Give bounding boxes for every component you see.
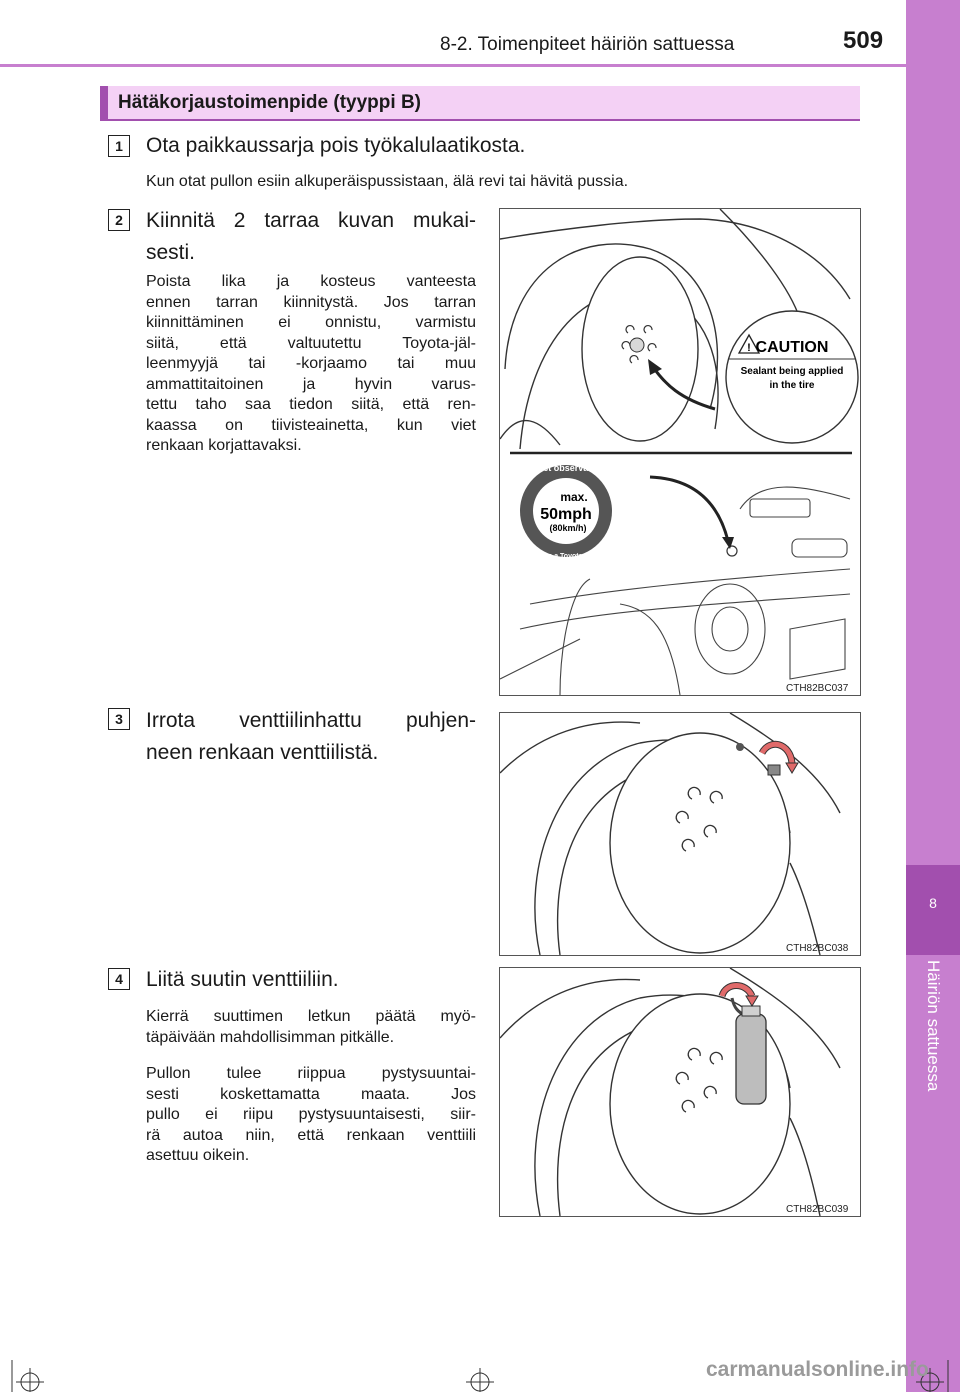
speed-max: max. [560,490,588,504]
page-number: 509 [843,27,884,54]
step-heading: Liitä suutin venttiiliin. [146,968,339,991]
figure-code: CTH82BC037 [786,683,849,694]
section-banner-underline [100,119,860,121]
step-heading: Kiinnitä 2 tarraa kuvan mukai- sesti. [146,209,476,264]
step-body: Poista lika ja kosteus vanteesta ennen tarran kiinnitystä. Jos tarran kiinnittäminen ei onnistu, varmistu siitä, että valtuutettu Toyota-jäl- leenmyyjä tai -korjaamo tai muu ammattitaitoinen ja hyvin varus- tettu taho saa tiedon siitä, että ren- kaassa on tiivisteainetta, kun viet renkaan korjattavaksi. [146,273,476,454]
step-number: 4 [108,968,130,990]
chapter-side-tab [906,0,960,1392]
step-heading: Irrota venttiilinhattu puhjen- neen renkaan venttiilistä. [146,709,476,764]
chapter-number: 8 [929,895,937,911]
figure-code: CTH82BC038 [786,943,849,954]
caution-title: CAUTION [755,339,829,356]
section-banner-accent [100,86,108,120]
step-body-2: Pullon tulee riippua pystysuuntai- sesti koskettamatta maata. Jos pullo ei riipu pystysuuntaisesti, siir- rä autoa niin, että renkaan venttiili asettuu oikein. [146,1065,476,1164]
speed-mph: 50mph [540,506,592,523]
section-title: Hätäkorjaustoimenpide (tyyppi B) [118,92,421,113]
step-heading: Ota paikkaussarja pois työkalulaatikosta. [146,134,526,157]
svg-text:!: ! [747,342,751,354]
figure-nozzle-connect [499,967,861,1217]
figure-valve-cap [499,712,861,956]
speed-ring-top: Strict observance [528,463,604,473]
speed-ring-bottom: Drive to a Toyota Dealer [526,553,606,560]
nozzle-illustration [500,968,860,1216]
chapter-title: Häiriön sattuessa [924,960,943,1092]
valve-cap-illustration [500,713,860,955]
figure-code: CTH82BC039 [786,1204,849,1215]
header-rule [0,64,906,67]
figure-sticker-placement [499,208,861,696]
sticker-illustration [500,209,860,695]
speed-kmh: (80km/h) [549,523,587,533]
step-body: Kun otat pullon esiin alkuperäispussistaan, älä revi tai hävitä pussia. [146,173,629,190]
watermark: carmanualsonline.info [706,1358,929,1381]
step-number: 1 [108,135,130,157]
caution-line-2: in the tire [769,380,815,391]
caution-line-1: Sealant being applied [740,366,844,377]
section-header: 8-2. Toimenpiteet häiriön sattuessa [440,34,735,55]
step-number: 2 [108,209,130,231]
step-number: 3 [108,708,130,730]
step-body: Kierrä suuttimen letkun päätä myö- täpäivään mahdollisimman pitkälle. [146,1008,476,1046]
